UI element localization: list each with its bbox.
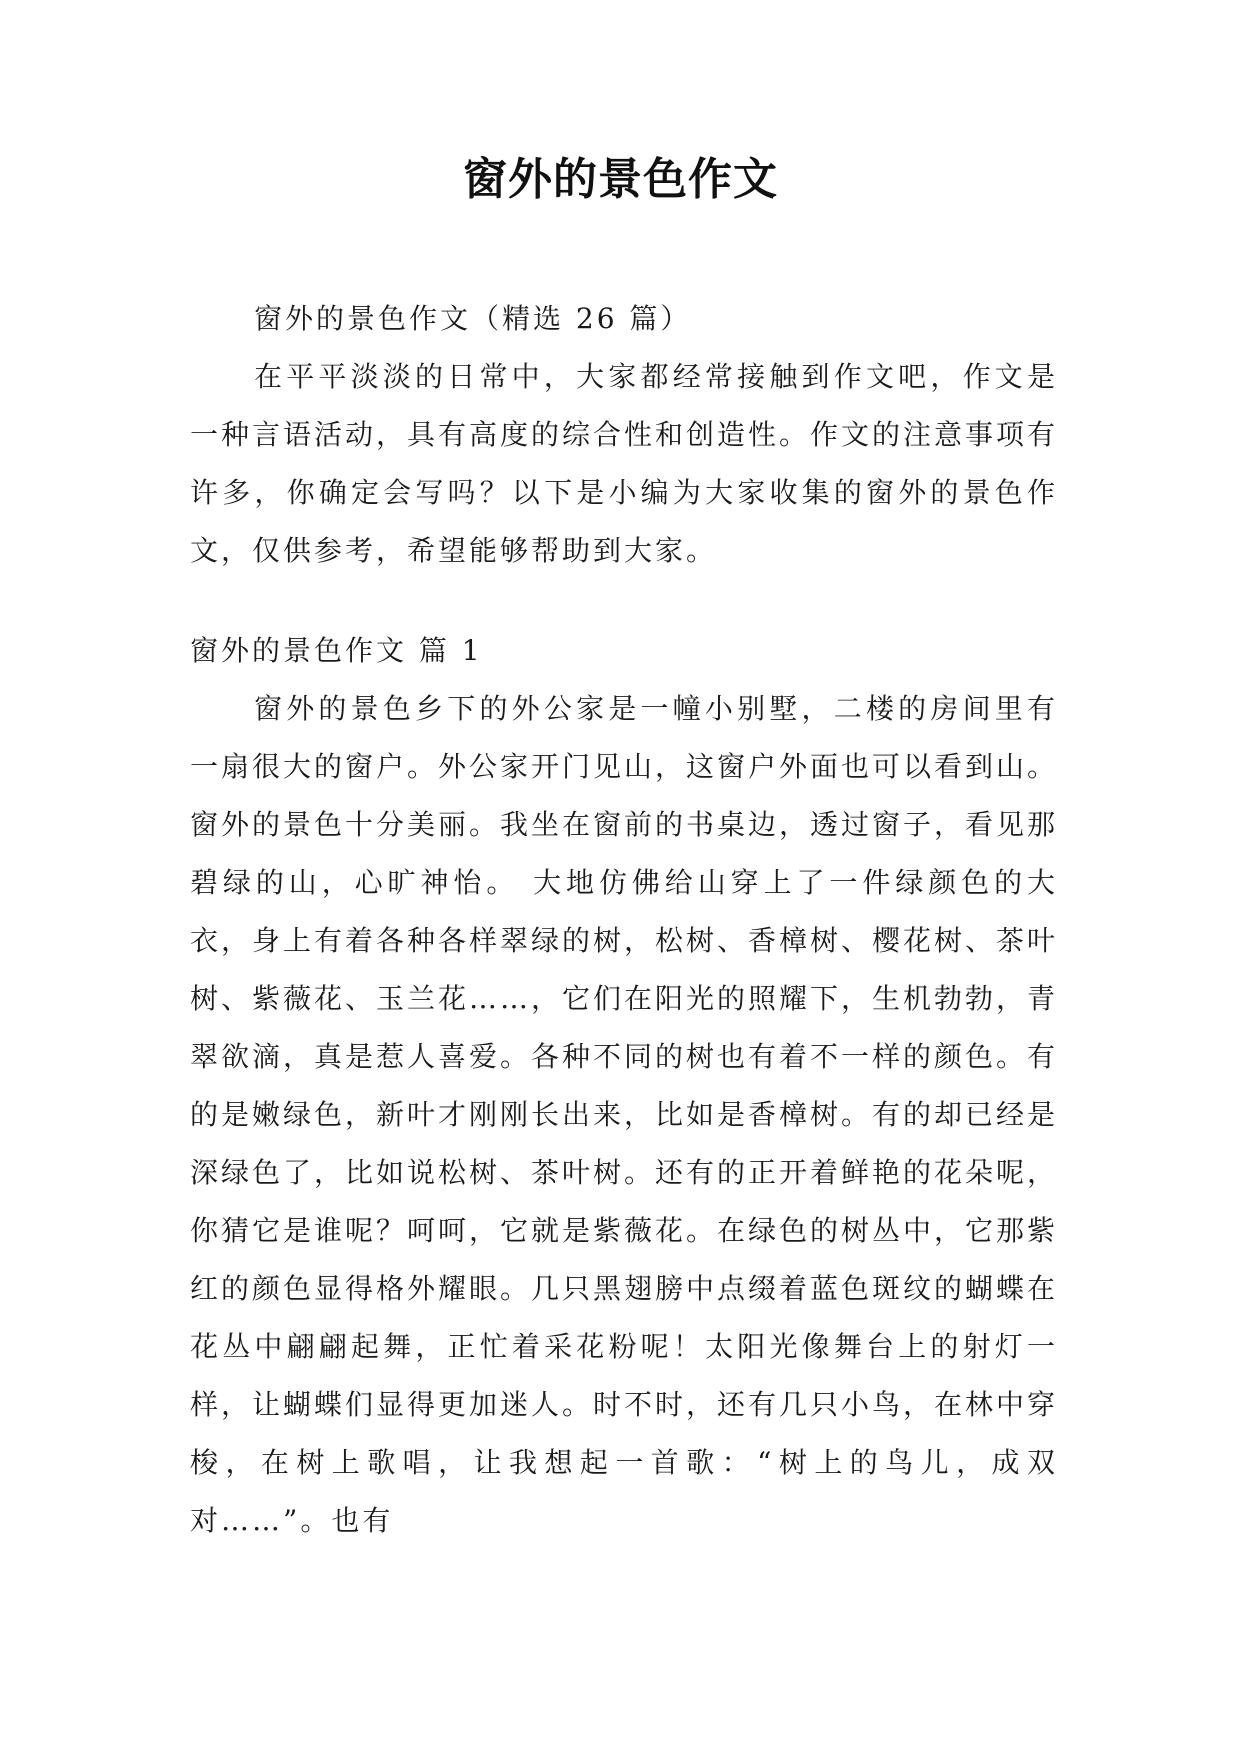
document-subtitle: 窗外的景色作文（精选 26 篇）: [254, 302, 692, 335]
intro-paragraph: 在平平淡淡的日常中，大家都经常接触到作文吧，作文是一种言语活动，具有高度的综合性和创造性。作文的注意事项有许多，你确定会写吗？以下是小编为大家收集的窗外的景色作文，仅供参考，希望能够帮助到大家。: [190, 360, 1059, 567]
section-paragraph: 窗外的景色乡下的外公家是一幢小别墅，二楼的房间里有一扇很大的窗户。外公家开门见山，这窗户外面也可以看到山。窗外的景色十分美丽。我坐在窗前的书桌边，透过窗子，看见那碧绿的山，心旷神怡。 大地仿佛给山穿上了一件绿颜色的大衣，身上有着各种各样翠绿的树，松树、香樟树、樱花树、茶叶树、紫薇花、玉兰花……，它们在阳光的照耀下，生机勃勃，青翠欲滴，真是惹人喜爱。各种不同的树也有着不一样的颜色。有的是嫩绿色，新叶才刚刚长出来，比如是香樟树。有的却已经是深绿色了，比如说松树、茶叶树。还有的正开着鲜艳的花朵呢，你猜它是谁呢？呵呵，它就是紫薇花。在绿色的树丛中，它那紫红的颜色显得格外耀眼。几只黑翅膀中点缀着蓝色斑纹的蝴蝶在花丛中翩翩起舞，正忙着采花粉呢！太阳光像舞台上的射灯一样，让蝴蝶们显得更加迷人。时不时，还有几只小鸟，在林中穿梭，在树上歌唱，让我想起一首歌：“树上的鸟儿，成双对……”。也有: [190, 692, 1059, 1537]
document-body: [190, 290, 1058, 1550]
section-heading: 窗外的景色作文 篇 1: [190, 634, 483, 667]
document-title: 窗外的景色作文: [463, 154, 778, 205]
